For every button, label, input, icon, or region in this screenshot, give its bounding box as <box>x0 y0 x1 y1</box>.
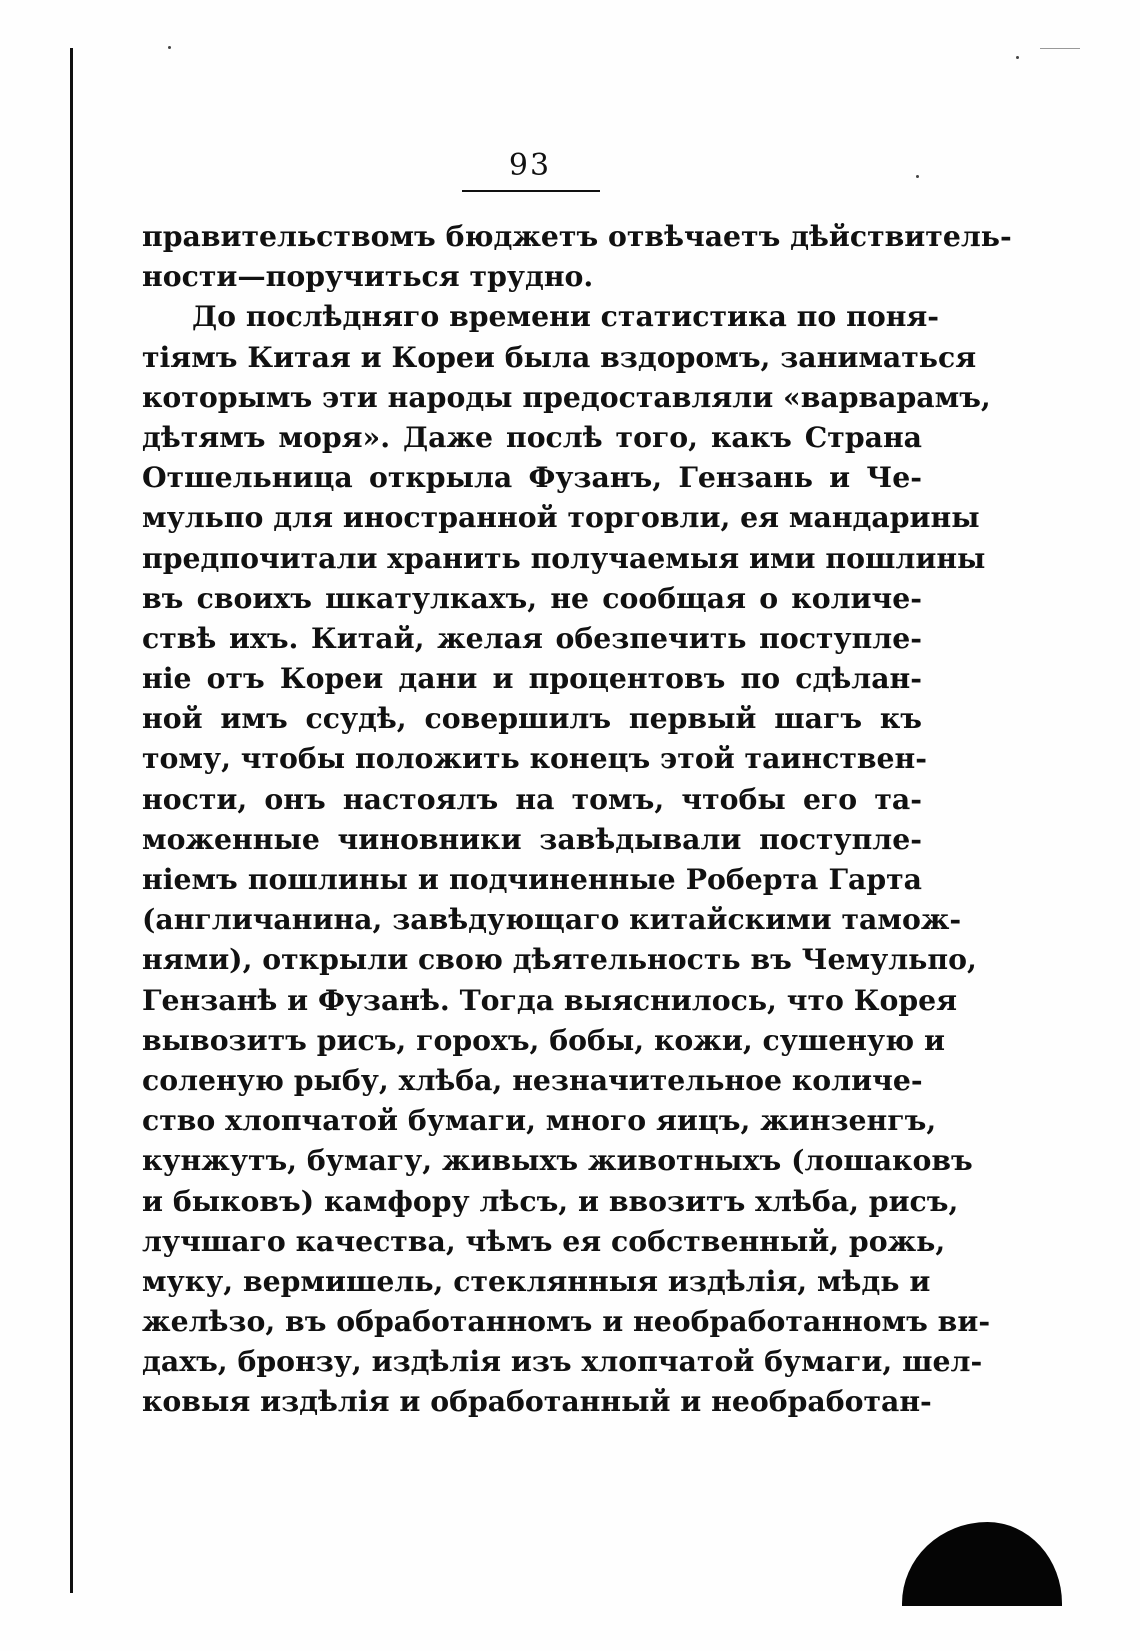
text-line: тіямъ Китая и Кореи была вздоромъ, заниматься <box>142 339 977 374</box>
ink-blot <box>902 1522 1062 1606</box>
text-line: тому, чтобы положить конецъ этой таинствен- <box>142 741 927 776</box>
text-line: До послѣдняго времени статистика по поня- <box>192 299 940 334</box>
text-line: муку, вермишель, стеклянныя издѣлія, мѣдь и <box>142 1263 931 1298</box>
text-line: ніе отъ Кореи дани и процентовъ по сдѣлан- <box>142 661 922 696</box>
scan-speck <box>916 175 919 178</box>
text-line: ности, онъ настоялъ на томъ, чтобы его та- <box>142 781 922 816</box>
text-line: Гензанѣ и Фузанѣ. Тогда выяснилось, что Корея <box>142 982 958 1017</box>
text-line: ной имъ ссудѣ, совершилъ первый шагъ къ <box>142 701 922 736</box>
text-line: ство хлопчатой бумаги, много яицъ, жинзенгъ, <box>142 1103 937 1138</box>
page-number: 93 <box>508 148 552 183</box>
text-line: лучшаго качества, чѣмъ ея собственный, рожь, <box>142 1223 946 1258</box>
text-line: моженные чиновники завѣдывали поступле- <box>142 821 922 856</box>
binding-edge <box>70 48 73 1593</box>
text-line: (англичанина, завѣдующаго китайскими тамож- <box>142 902 962 937</box>
scan-speck <box>1016 56 1019 59</box>
text-line: желѣзо, въ обработанномъ и необработанномъ ви- <box>142 1304 991 1339</box>
text-line: ковыя издѣлія и обработанный и необработан- <box>142 1384 932 1419</box>
text-line: вывозитъ рисъ, горохъ, бобы, кожи, сушеную и <box>142 1022 945 1057</box>
text-line: и быковъ) камфору лѣсъ, и ввозитъ хлѣба, рисъ, <box>142 1183 959 1218</box>
text-line: дахъ, бронзу, издѣлія изъ хлопчатой бумаги, шел- <box>142 1344 983 1379</box>
scan-mark <box>1040 48 1080 49</box>
text-line: Отшельница открыла Фузанъ, Гензань и Че- <box>142 460 922 495</box>
text-line: которымъ эти народы предоставляли «варварамъ, <box>142 379 991 414</box>
text-line: предпочитали хранить получаемыя ими пошлины <box>142 540 986 575</box>
header-rule <box>462 190 600 192</box>
text-line: нями), открыли свою дѣятельность въ Чемульпо, <box>142 942 977 977</box>
text-line: дѣтямъ моря». Даже послѣ того, какъ Страна <box>142 419 922 454</box>
text-line: соленую рыбу, хлѣба, незначительное количе- <box>142 1062 923 1097</box>
text-line: мульпо для иностранной торговли, ея мандарины <box>142 500 980 535</box>
text-line: ніемъ пошлины и подчиненные Роберта Гарта <box>142 862 922 896</box>
text-line: ности—поручиться трудно. <box>142 259 594 294</box>
body-text <box>142 216 1012 1422</box>
scan-speck <box>168 46 171 49</box>
text-line: ствѣ ихъ. Китай, желая обезпечить поступле- <box>142 620 922 655</box>
text-line: въ своихъ шкатулкахъ, не сообщая о количе- <box>142 580 922 615</box>
text-line: кунжутъ, бумагу, живыхъ животныхъ (лошаковъ <box>142 1143 973 1178</box>
text-line: правительствомъ бюджетъ отвѣчаетъ дѣйствитель- <box>142 219 1012 253</box>
